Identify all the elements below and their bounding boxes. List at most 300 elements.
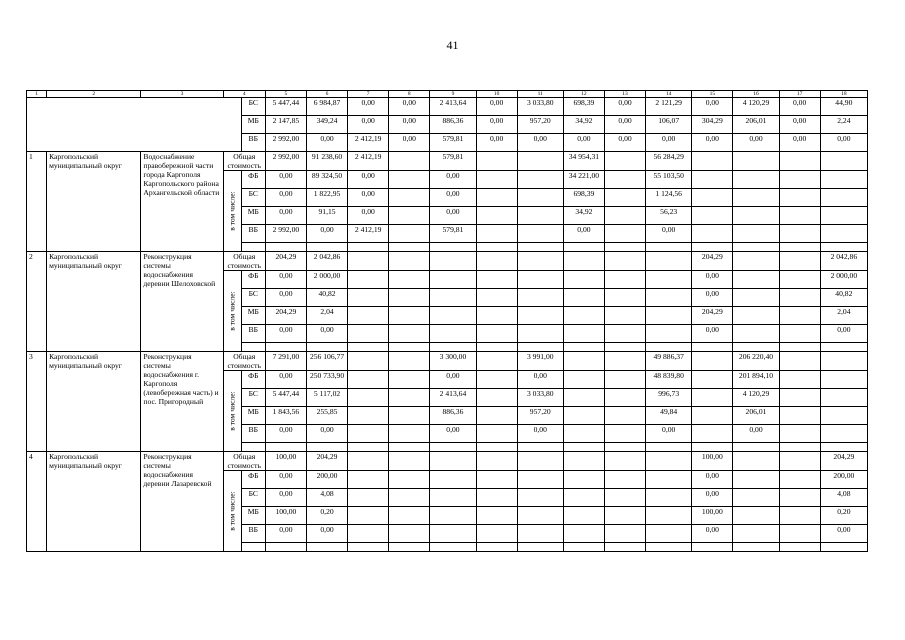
spacer-cell	[563, 243, 604, 252]
spacer-cell	[604, 443, 645, 452]
value-cell: 2 121,29	[646, 98, 692, 116]
value-cell	[348, 252, 389, 271]
column-number: 13	[604, 91, 645, 98]
municipality: Каргопольский муниципальный округ	[47, 352, 141, 452]
value-cell: 0,00	[476, 98, 517, 116]
value-cell: 579,81	[430, 225, 476, 243]
value-cell: 201 894,10	[733, 371, 779, 389]
value-cell: 698,39	[563, 189, 604, 207]
value-cell: 0,00	[389, 134, 430, 152]
value-cell: 0,00	[563, 225, 604, 243]
value-cell	[389, 307, 430, 325]
spacer-cell	[692, 543, 733, 552]
value-cell	[517, 325, 563, 343]
value-cell	[604, 252, 645, 271]
value-cell	[733, 171, 779, 189]
value-cell: 0,00	[348, 116, 389, 134]
value-cell: 200,00	[306, 471, 347, 489]
value-cell	[430, 471, 476, 489]
value-cell	[389, 352, 430, 371]
value-cell	[348, 452, 389, 471]
value-cell	[389, 189, 430, 207]
value-cell	[604, 525, 645, 543]
value-cell	[733, 452, 779, 471]
value-cell	[733, 507, 779, 525]
value-cell	[692, 371, 733, 389]
value-cell	[733, 271, 779, 289]
value-cell: 34,92	[563, 207, 604, 225]
column-number: 7	[348, 91, 389, 98]
value-cell	[692, 407, 733, 425]
value-cell: 0,00	[779, 134, 820, 152]
value-cell	[604, 271, 645, 289]
value-cell: 2 992,00	[265, 134, 306, 152]
value-cell: 6 984,87	[306, 98, 347, 116]
value-cell	[646, 289, 692, 307]
value-cell	[563, 271, 604, 289]
value-cell	[779, 171, 820, 189]
value-cell	[779, 252, 820, 271]
value-cell	[604, 152, 645, 171]
spacer-cell	[306, 543, 347, 552]
value-cell	[692, 171, 733, 189]
value-cell	[604, 289, 645, 307]
value-cell: 886,36	[430, 407, 476, 425]
value-cell	[389, 225, 430, 243]
column-number: 3	[141, 91, 223, 98]
funding-source: БС	[241, 289, 265, 307]
funding-source: БС	[241, 98, 265, 116]
value-cell: 698,39	[563, 98, 604, 116]
value-cell: 0,00	[265, 207, 306, 225]
value-cell	[733, 152, 779, 171]
value-cell	[563, 452, 604, 471]
value-cell: 7 291,00	[265, 352, 306, 371]
value-cell	[733, 225, 779, 243]
funding-source: ФБ	[241, 371, 265, 389]
project-number: 1	[27, 152, 47, 252]
value-cell: 1 822,95	[306, 189, 347, 207]
value-cell	[476, 525, 517, 543]
project-name: Реконструкция системы водоснабжения деревни Лазаревской	[141, 452, 223, 552]
spacer-cell	[779, 543, 820, 552]
value-cell	[563, 352, 604, 371]
spacer-cell	[646, 243, 692, 252]
spacer-cell	[241, 443, 265, 452]
value-cell: 204,29	[692, 252, 733, 271]
value-cell: 0,00	[430, 207, 476, 225]
value-cell	[476, 152, 517, 171]
value-cell	[389, 152, 430, 171]
value-cell: 48 839,80	[646, 371, 692, 389]
value-cell	[389, 252, 430, 271]
value-cell	[733, 289, 779, 307]
spacer-cell	[692, 443, 733, 452]
value-cell	[604, 407, 645, 425]
spacer-cell	[517, 443, 563, 452]
value-cell	[820, 389, 867, 407]
value-cell	[348, 352, 389, 371]
spacer-cell	[389, 443, 430, 452]
value-cell	[563, 425, 604, 443]
value-cell	[563, 252, 604, 271]
value-cell	[563, 471, 604, 489]
budget-table	[26, 90, 868, 552]
value-cell	[733, 471, 779, 489]
value-cell	[779, 507, 820, 525]
value-cell	[604, 425, 645, 443]
value-cell	[389, 207, 430, 225]
value-cell: 0,00	[265, 489, 306, 507]
value-cell	[779, 452, 820, 471]
value-cell: 0,00	[306, 525, 347, 543]
value-cell	[604, 389, 645, 407]
value-cell	[517, 207, 563, 225]
value-cell	[476, 425, 517, 443]
value-cell	[779, 152, 820, 171]
value-cell	[389, 325, 430, 343]
value-cell: 0,00	[646, 225, 692, 243]
value-cell	[389, 289, 430, 307]
value-cell: 0,00	[779, 98, 820, 116]
spacer-cell	[348, 243, 389, 252]
funding-source: ВБ	[241, 425, 265, 443]
value-cell	[692, 152, 733, 171]
value-cell: 0,00	[265, 289, 306, 307]
value-cell	[779, 525, 820, 543]
value-cell: 5 117,02	[306, 389, 347, 407]
project-number: 3	[27, 352, 47, 452]
spacer-cell	[476, 243, 517, 252]
spacer-cell	[306, 243, 347, 252]
value-cell: 0,20	[820, 507, 867, 525]
value-cell	[604, 189, 645, 207]
value-cell	[476, 171, 517, 189]
value-cell	[389, 507, 430, 525]
value-cell	[563, 407, 604, 425]
project-total-row	[27, 252, 868, 271]
value-cell	[476, 307, 517, 325]
value-cell	[779, 289, 820, 307]
project-total-row	[27, 352, 868, 371]
value-cell	[348, 325, 389, 343]
value-cell: 0,00	[604, 116, 645, 134]
value-cell: 0,00	[430, 371, 476, 389]
value-cell: 2 412,19	[348, 152, 389, 171]
value-cell: 206 220,40	[733, 352, 779, 371]
value-cell: 4 120,29	[733, 98, 779, 116]
spacer-cell	[348, 543, 389, 552]
spacer-cell	[265, 543, 306, 552]
column-number: 12	[563, 91, 604, 98]
value-cell	[692, 189, 733, 207]
value-cell	[604, 352, 645, 371]
value-cell	[348, 371, 389, 389]
column-number: 5	[265, 91, 306, 98]
spacer-cell	[517, 243, 563, 252]
value-cell: 0,00	[646, 425, 692, 443]
value-cell	[563, 489, 604, 507]
funding-source: БС	[241, 389, 265, 407]
value-cell: 304,29	[692, 116, 733, 134]
including-label	[223, 271, 241, 352]
value-cell	[430, 325, 476, 343]
value-cell	[348, 489, 389, 507]
value-cell	[476, 207, 517, 225]
total-cost-label: Общая стоимость	[223, 252, 265, 271]
spacer-cell	[646, 443, 692, 452]
value-cell	[604, 225, 645, 243]
column-number: 10	[476, 91, 517, 98]
spacer-cell	[563, 443, 604, 452]
value-cell	[348, 307, 389, 325]
value-cell: 0,00	[348, 189, 389, 207]
value-cell: 49 886,37	[646, 352, 692, 371]
value-cell	[563, 525, 604, 543]
value-cell: 0,00	[265, 325, 306, 343]
spacer-cell	[733, 343, 779, 352]
spacer-cell	[517, 543, 563, 552]
value-cell: 0,00	[476, 134, 517, 152]
value-cell: 1 124,56	[646, 189, 692, 207]
value-cell	[476, 289, 517, 307]
value-cell	[646, 489, 692, 507]
value-cell: 0,00	[692, 98, 733, 116]
value-cell	[604, 171, 645, 189]
value-cell	[563, 389, 604, 407]
value-cell: 2 412,19	[348, 134, 389, 152]
value-cell: 2 992,00	[265, 152, 306, 171]
total-cost-label: Общая стоимость	[223, 352, 265, 371]
value-cell: 5 447,44	[265, 98, 306, 116]
value-cell	[517, 525, 563, 543]
value-cell	[389, 425, 430, 443]
value-cell: 0,00	[820, 325, 867, 343]
funding-source: ВБ	[241, 225, 265, 243]
value-cell	[348, 407, 389, 425]
value-cell	[430, 271, 476, 289]
value-cell	[348, 289, 389, 307]
value-cell	[430, 307, 476, 325]
spacer-cell	[430, 243, 476, 252]
value-cell: 0,00	[820, 134, 867, 152]
spacer-cell	[517, 343, 563, 352]
value-cell	[517, 189, 563, 207]
including-label-text: в том числе:	[227, 391, 237, 431]
column-number: 6	[306, 91, 347, 98]
value-cell	[476, 225, 517, 243]
value-cell	[517, 152, 563, 171]
value-cell: 206,01	[733, 116, 779, 134]
value-cell: 0,00	[604, 98, 645, 116]
value-cell: 204,29	[820, 452, 867, 471]
value-cell: 2 042,86	[820, 252, 867, 271]
funding-source: МБ	[241, 207, 265, 225]
value-cell	[733, 489, 779, 507]
value-cell: 34 954,31	[563, 152, 604, 171]
value-cell	[430, 525, 476, 543]
funding-source: МБ	[241, 307, 265, 325]
spacer-cell	[563, 543, 604, 552]
value-cell	[517, 307, 563, 325]
value-cell	[604, 325, 645, 343]
funding-source: ФБ	[241, 471, 265, 489]
value-cell: 579,81	[430, 152, 476, 171]
value-cell: 0,00	[517, 425, 563, 443]
column-number: 14	[646, 91, 692, 98]
spacer-cell	[476, 543, 517, 552]
value-cell: 2 413,64	[430, 389, 476, 407]
value-cell	[779, 489, 820, 507]
column-number: 11	[517, 91, 563, 98]
value-cell	[692, 207, 733, 225]
value-cell	[389, 389, 430, 407]
value-cell: 89 324,50	[306, 171, 347, 189]
value-cell: 2 147,85	[265, 116, 306, 134]
value-cell: 0,00	[265, 189, 306, 207]
spacer-cell	[389, 243, 430, 252]
value-cell	[692, 389, 733, 407]
value-cell	[646, 525, 692, 543]
value-cell: 0,00	[517, 371, 563, 389]
value-cell	[389, 525, 430, 543]
spacer-cell	[604, 543, 645, 552]
value-cell	[646, 471, 692, 489]
column-number: 4	[223, 91, 265, 98]
including-label-text: в том числе:	[227, 291, 237, 331]
funding-source: ВБ	[241, 525, 265, 543]
spacer-cell	[820, 543, 867, 552]
value-cell: 0,00	[348, 98, 389, 116]
value-cell: 204,29	[265, 252, 306, 271]
spacer-cell	[389, 343, 430, 352]
value-cell: 0,00	[265, 525, 306, 543]
spacer-cell	[430, 443, 476, 452]
spacer-cell	[241, 543, 265, 552]
value-cell	[820, 407, 867, 425]
value-cell: 3 033,80	[517, 389, 563, 407]
column-number: 15	[692, 91, 733, 98]
value-cell	[646, 452, 692, 471]
value-cell: 957,20	[517, 407, 563, 425]
value-cell: 0,00	[389, 98, 430, 116]
value-cell	[779, 389, 820, 407]
value-cell	[779, 307, 820, 325]
value-cell: 255,85	[306, 407, 347, 425]
spacer-cell	[733, 443, 779, 452]
spacer-cell	[646, 543, 692, 552]
value-cell	[430, 489, 476, 507]
spacer-cell	[604, 343, 645, 352]
value-cell	[733, 207, 779, 225]
value-cell	[692, 352, 733, 371]
value-cell: 2,04	[820, 307, 867, 325]
value-cell	[604, 371, 645, 389]
funding-source: ФБ	[241, 171, 265, 189]
summary-row	[27, 98, 868, 116]
spacer-cell	[692, 343, 733, 352]
value-cell	[476, 471, 517, 489]
value-cell	[820, 207, 867, 225]
value-cell: 0,00	[476, 116, 517, 134]
column-number: 17	[779, 91, 820, 98]
including-label-text: в том числе:	[227, 191, 237, 231]
spacer-cell	[430, 543, 476, 552]
spacer-cell	[348, 343, 389, 352]
value-cell: 100,00	[692, 507, 733, 525]
spacer-cell	[476, 443, 517, 452]
value-cell: 40,82	[820, 289, 867, 307]
project-total-row	[27, 152, 868, 171]
value-cell	[604, 452, 645, 471]
value-cell: 0,00	[348, 171, 389, 189]
value-cell: 0,00	[265, 471, 306, 489]
value-cell: 204,29	[306, 452, 347, 471]
funding-source: МБ	[241, 116, 265, 134]
value-cell	[820, 352, 867, 371]
spacer-cell	[241, 343, 265, 352]
value-cell	[348, 507, 389, 525]
column-number: 18	[820, 91, 867, 98]
municipality: Каргопольский муниципальный округ	[47, 452, 141, 552]
project-number: 4	[27, 452, 47, 552]
value-cell: 0,00	[430, 189, 476, 207]
including-label	[223, 471, 241, 552]
funding-source: ФБ	[241, 271, 265, 289]
including-label-text: в том числе:	[227, 491, 237, 531]
value-cell: 0,00	[306, 134, 347, 152]
value-cell: 0,00	[430, 425, 476, 443]
value-cell: 4 120,29	[733, 389, 779, 407]
project-name: Реконструкция системы водоснабжения деревни Шелоховской	[141, 252, 223, 352]
value-cell: 100,00	[692, 452, 733, 471]
value-cell: 250 733,90	[306, 371, 347, 389]
funding-source: ВБ	[241, 134, 265, 152]
value-cell: 0,00	[306, 425, 347, 443]
funding-source: БС	[241, 489, 265, 507]
value-cell: 886,36	[430, 116, 476, 134]
value-cell: 3 033,80	[517, 98, 563, 116]
page-number: 41	[446, 38, 459, 52]
value-cell: 1 843,56	[265, 407, 306, 425]
value-cell: 0,00	[306, 325, 347, 343]
value-cell	[476, 189, 517, 207]
spacer-cell	[306, 343, 347, 352]
value-cell: 2 413,64	[430, 98, 476, 116]
spacer-cell	[563, 343, 604, 352]
spacer-cell	[779, 343, 820, 352]
value-cell	[476, 452, 517, 471]
value-cell	[646, 271, 692, 289]
value-cell	[517, 489, 563, 507]
funding-source: ВБ	[241, 325, 265, 343]
value-cell: 34 221,00	[563, 171, 604, 189]
value-cell	[430, 452, 476, 471]
value-cell	[348, 425, 389, 443]
spacer-cell	[692, 243, 733, 252]
value-cell	[820, 171, 867, 189]
value-cell: 0,20	[306, 507, 347, 525]
value-cell: 0,00	[692, 271, 733, 289]
value-cell	[476, 389, 517, 407]
spacer-cell	[820, 343, 867, 352]
value-cell: 0,00	[733, 425, 779, 443]
value-cell	[779, 225, 820, 243]
value-cell: 0,00	[733, 134, 779, 152]
value-cell: 4,08	[306, 489, 347, 507]
value-cell	[389, 171, 430, 189]
value-cell: 996,73	[646, 389, 692, 407]
